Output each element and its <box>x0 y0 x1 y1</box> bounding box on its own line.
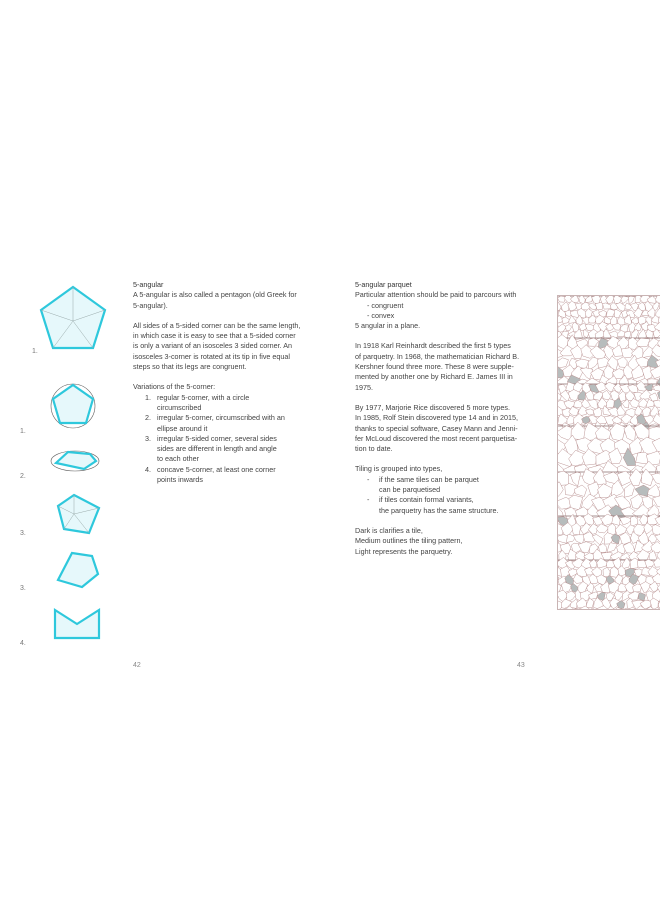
right-text-column <box>355 280 545 557</box>
list-item <box>133 465 318 486</box>
list-number: 4. <box>145 464 151 474</box>
figure-irregular-pentagon-plain <box>52 550 102 590</box>
text-line: Light represents the parquetry. <box>355 546 453 556</box>
pentagon-tile <box>635 485 650 496</box>
text-line: is only a variant of an isosceles 3 sided corner. An <box>133 341 293 351</box>
pentagon-tile <box>558 358 569 368</box>
figure-label: 4. <box>20 640 26 647</box>
text-line: 5-angular). <box>133 300 168 310</box>
section-heading: 5-angular <box>133 280 164 289</box>
list-dash: - <box>367 474 370 484</box>
text-line: tion to date. <box>355 444 393 454</box>
text-line: can be parquetised <box>379 485 441 495</box>
list-item <box>133 393 318 414</box>
left-text-column <box>133 280 318 485</box>
pentagon-tile <box>624 484 634 498</box>
text-line: of parquetry. In 1968, the mathematician Richard B. <box>355 351 520 361</box>
text-line: if tiles contain formal variants, <box>379 495 474 505</box>
list-item <box>133 434 318 465</box>
page-number: 43 <box>517 662 525 669</box>
page-number: 42 <box>133 662 141 669</box>
pentagon-tile <box>593 407 602 417</box>
text-line: In 1985, Rolf Stein discovered type 14 and in 2015, <box>355 413 519 423</box>
pentagon-tile <box>606 309 615 317</box>
text-line: steps so that its legs are congruent. <box>133 362 247 372</box>
list-dash: - <box>367 495 370 505</box>
pentagon-tile <box>595 302 603 310</box>
text-line: Tiling is grouped into types, <box>355 464 443 474</box>
pentagon-tile <box>648 485 660 498</box>
text-line: thanks to special software, Casey Mann and Jenni- <box>355 423 518 433</box>
text-line: Medium outlines the tiling pattern, <box>355 536 463 546</box>
list-number: 3. <box>145 433 151 443</box>
pentagon-tile <box>590 346 606 359</box>
variations-title: Variations of the 5-corner: <box>133 382 216 392</box>
pentagon-tile <box>570 472 580 486</box>
pentagon-tile <box>588 338 599 346</box>
figure-label: 3. <box>20 530 26 537</box>
figure-irregular-pentagon <box>54 492 102 536</box>
text-line: the parquetry has the same structure. <box>379 505 499 515</box>
parquetry-tiling-strip <box>557 295 660 610</box>
figure-label: 2. <box>20 473 26 480</box>
text-line: concave 5-corner, at least one corner <box>157 464 276 474</box>
pentagon-tile <box>652 525 660 536</box>
pentagon-tile <box>566 325 572 331</box>
list-item <box>133 413 318 434</box>
text-line: irregular 5-sided corner, several sides <box>157 433 277 443</box>
pentagon-tile <box>611 316 618 325</box>
pentagon-tile <box>617 357 627 368</box>
text-line: ellipse around it <box>157 423 208 433</box>
list-item <box>355 475 545 496</box>
text-line: By 1977, Marjorie Rice discovered 5 more types. <box>355 402 510 412</box>
text-line: fer McLoud discovered the most recent parquetisa- <box>355 433 518 443</box>
text-line: All sides of a 5-sided corner can be the same length, <box>133 320 301 330</box>
pentagon-tile <box>586 296 593 303</box>
pentagon-tile <box>636 338 650 346</box>
pentagon-tile <box>603 567 610 577</box>
text-line: regular 5-corner, with a circle <box>157 392 250 402</box>
text-line: 1975. <box>355 382 373 392</box>
text-line: - congruent <box>367 300 404 310</box>
figure-pentagon-ellipse <box>50 449 100 473</box>
pentagon-tile <box>640 390 652 400</box>
pentagon-tile <box>624 331 631 338</box>
text-line: in which case it is easy to see that a 5-sided corner <box>133 331 296 341</box>
text-line: to each other <box>157 454 199 464</box>
text-line: if the same tiles can be parquet <box>379 474 479 484</box>
pentagon-tile <box>602 390 610 400</box>
text-line: Particular attention should be paid to parcours with <box>355 290 517 300</box>
section-heading: 5-angular parquet <box>355 280 412 289</box>
pentagon-tile <box>638 593 646 601</box>
text-line: irregular 5-corner, circumscribed with an <box>157 413 285 423</box>
text-line: sides are different in length and angle <box>157 444 277 454</box>
pentagon-tile <box>629 296 635 304</box>
figure-pentagon-circle <box>48 380 98 430</box>
text-line: 5 angular in a plane. <box>355 321 421 331</box>
text-line: points inwards <box>157 475 203 485</box>
figure-label: 3. <box>20 585 26 592</box>
text-line: mented by another one by Richard E. James III in <box>355 372 513 382</box>
figure-concave-pentagon <box>52 607 102 641</box>
pentagon-tile <box>642 366 652 380</box>
text-line: - convex <box>367 310 395 320</box>
text-line: isosceles 3-corner is rotated at its tip in five equal <box>133 351 291 361</box>
text-line: Kershner found three more. These 8 were supple- <box>355 362 514 372</box>
text-line: circumscribed <box>157 402 202 412</box>
list-item <box>355 495 545 516</box>
figure-label: 1. <box>32 348 38 355</box>
list-number: 2. <box>145 413 151 423</box>
figure-label: 1. <box>20 428 26 435</box>
list-number: 1. <box>145 392 151 402</box>
text-line: A 5-angular is also called a pentagon (old Greek for <box>133 290 297 300</box>
pentagon-tile <box>603 303 612 309</box>
text-line: Dark is clarifies a tile, <box>355 525 423 535</box>
text-line: In 1918 Karl Reinhardt described the first 5 types <box>355 341 511 351</box>
figure-regular-pentagon <box>38 284 108 354</box>
